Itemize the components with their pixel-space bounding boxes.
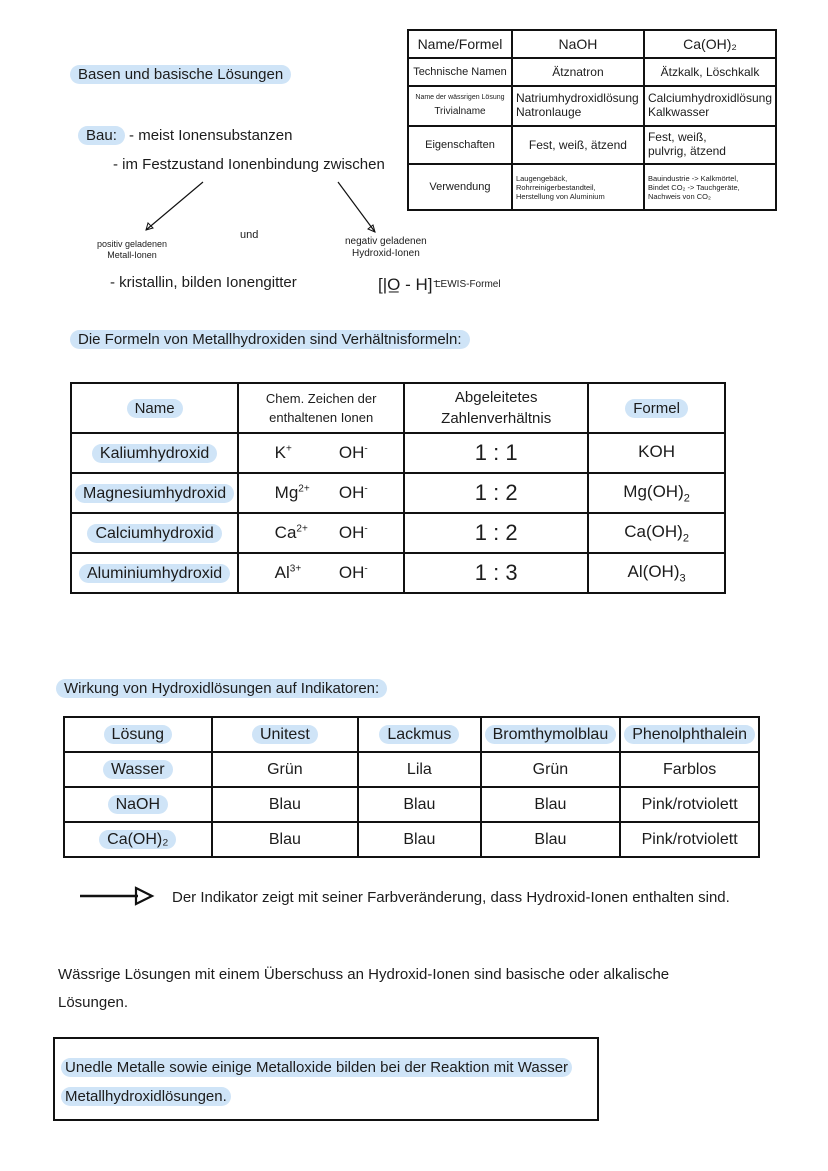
solution-name: Wasser xyxy=(64,752,212,787)
hydroxide-name: Kaliumhydroxid xyxy=(71,433,238,473)
overview-table xyxy=(407,29,777,211)
header-name-formel: Name/Formel xyxy=(408,30,512,58)
formula-heading: Die Formeln von Metallhydroxiden sind Verhältnisformeln: xyxy=(70,330,470,349)
bau-line1: - meist Ionensubstanzen xyxy=(129,127,293,144)
indicator-result: Grün xyxy=(212,752,359,787)
ion-symbols: $Mg^{2+}$ OH- xyxy=(238,473,404,513)
formula-value: $Al(OH)_3$ xyxy=(588,553,725,593)
formula-row xyxy=(71,433,725,473)
header-naoh: NaOH xyxy=(512,30,644,58)
ion-symbols: $Al^{3+}$ OH- xyxy=(238,553,404,593)
conclusion-arrow-icon xyxy=(80,886,156,906)
naoh-props: Fest, weiß, ätzend xyxy=(512,126,644,164)
indicator-result: Blau xyxy=(481,822,621,857)
naoh-technical: Ätznatron xyxy=(512,58,644,86)
solution-name: Ca(OH)₂ xyxy=(64,822,212,857)
formula-row xyxy=(71,513,725,553)
overview-row-trivial xyxy=(408,86,776,126)
und-label: und xyxy=(240,229,259,241)
indicator-heading: Wirkung von Hydroxidlösungen auf Indikatoren: xyxy=(56,679,387,698)
indicator-result: Blau xyxy=(481,787,621,822)
ind-header-phenolphthalein: Phenolphthalein xyxy=(620,717,759,752)
naoh-trivial: Natriumhydroxidlösung Natronlauge xyxy=(512,86,644,126)
formula-row xyxy=(71,473,725,513)
page-title: Basen und basische Lösungen xyxy=(70,65,291,84)
formula-header-row xyxy=(71,383,725,433)
ratio-value: 1 : 2 xyxy=(404,473,588,513)
ratio-value: 1 : 3 xyxy=(404,553,588,593)
caoh-trivial: Calciumhydroxidlösung Kalkwasser xyxy=(644,86,776,126)
caoh-props: Fest, weiß, pulvrig, ätzend xyxy=(644,126,776,164)
lewis-label: LEWIS-Formel xyxy=(435,279,501,290)
indicator-result: Lila xyxy=(358,752,480,787)
indicator-result: Blau xyxy=(358,822,480,857)
formula-value: $Mg(OH)_2$ xyxy=(588,473,725,513)
formula-value: KOH xyxy=(588,433,725,473)
label-props: Eigenschaften xyxy=(408,126,512,164)
overview-header-row xyxy=(408,30,776,58)
header-caoh: Ca(OH)₂ xyxy=(644,30,776,58)
ind-header-unitest: Unitest xyxy=(212,717,359,752)
indicator-row xyxy=(64,752,759,787)
indicator-header-row xyxy=(64,717,759,752)
ind-header-loesung: Lösung xyxy=(64,717,212,752)
header-ions: Chem. Zeichen der enthaltenen Ionen xyxy=(238,383,404,433)
indicator-row xyxy=(64,787,759,822)
indicator-result: Pink/rotviolett xyxy=(620,787,759,822)
caoh-technical: Ätzkalk, Löschkalk xyxy=(644,58,776,86)
formula-value: $Ca(OH)_2$ xyxy=(588,513,725,553)
solution-name: NaOH xyxy=(64,787,212,822)
overview-row-technical xyxy=(408,58,776,86)
indicator-result: Blau xyxy=(212,822,359,857)
lewis-formula: [|O̲ - H]⁻ xyxy=(378,275,442,294)
hydroxide-name: Magnesiumhydroxid xyxy=(71,473,238,513)
left-ion-label: positiv geladenen Metall-Ionen xyxy=(97,239,168,260)
label-trivial: Name der wässrigen Lösung Trivialname xyxy=(408,86,512,126)
indicator-row xyxy=(64,822,759,857)
ind-header-lackmus: Lackmus xyxy=(358,717,480,752)
overview-row-props xyxy=(408,126,776,164)
naoh-use: Laugengebäck, Rohrreinigerbestandteil, Herstellung von Aluminium xyxy=(512,164,644,210)
indicator-result: Pink/rotviolett xyxy=(620,822,759,857)
arrow-right-line xyxy=(338,182,375,232)
ind-header-bromthymolblau: Bromthymolblau xyxy=(481,717,621,752)
indicator-result: Farblos xyxy=(620,752,759,787)
ion-symbols: $Ca^{2+}$ OH- xyxy=(238,513,404,553)
indicator-result: Blau xyxy=(212,787,359,822)
hydroxide-name: Aluminiumhydroxid xyxy=(71,553,238,593)
ratio-value: 1 : 2 xyxy=(404,513,588,553)
ion-symbols: K+ OH- xyxy=(238,433,404,473)
bau-line3: - kristallin, bilden Ionengitter xyxy=(110,274,297,291)
indicator-result: Grün xyxy=(481,752,621,787)
indicator-table xyxy=(63,716,760,858)
caoh-use: Bauindustrie -> Kalkmörtel, Bindet CO₂ -> Tauchgeräte, Nachweis von CO₂ xyxy=(644,164,776,210)
formula-table xyxy=(70,382,726,594)
arrow-left-line xyxy=(146,182,203,230)
indicator-result: Blau xyxy=(358,787,480,822)
header-formula: Formel xyxy=(588,383,725,433)
bau-label: Bau: xyxy=(78,126,125,145)
bau-line2: - im Festzustand Ionenbindung zwischen xyxy=(113,156,385,173)
overview-row-use xyxy=(408,164,776,210)
ratio-value: 1 : 1 xyxy=(404,433,588,473)
right-ion-label: negativ geladenen Hydroxid-Ionen xyxy=(345,236,427,259)
header-name: Name xyxy=(71,383,238,433)
label-use: Verwendung xyxy=(408,164,512,210)
boxed-note: Unedle Metalle sowie einige Metalloxide bilden bei der Reaktion mit Wasser Metallhydroxidlösungen. xyxy=(53,1037,599,1121)
label-technical: Technische Namen xyxy=(408,58,512,86)
header-ratio: Abgeleitetes Zahlenverhältnis xyxy=(404,383,588,433)
formula-row xyxy=(71,553,725,593)
hydroxide-name: Calciumhydroxid xyxy=(71,513,238,553)
paragraph: Wässrige Lösungen mit einem Überschuss an Hydroxid-Ionen sind basische oder alkalische Lösungen. xyxy=(58,966,670,1011)
arrow-text: Der Indikator zeigt mit seiner Farbveränderung, dass Hydroxid-Ionen enthalten sind. xyxy=(172,889,730,906)
